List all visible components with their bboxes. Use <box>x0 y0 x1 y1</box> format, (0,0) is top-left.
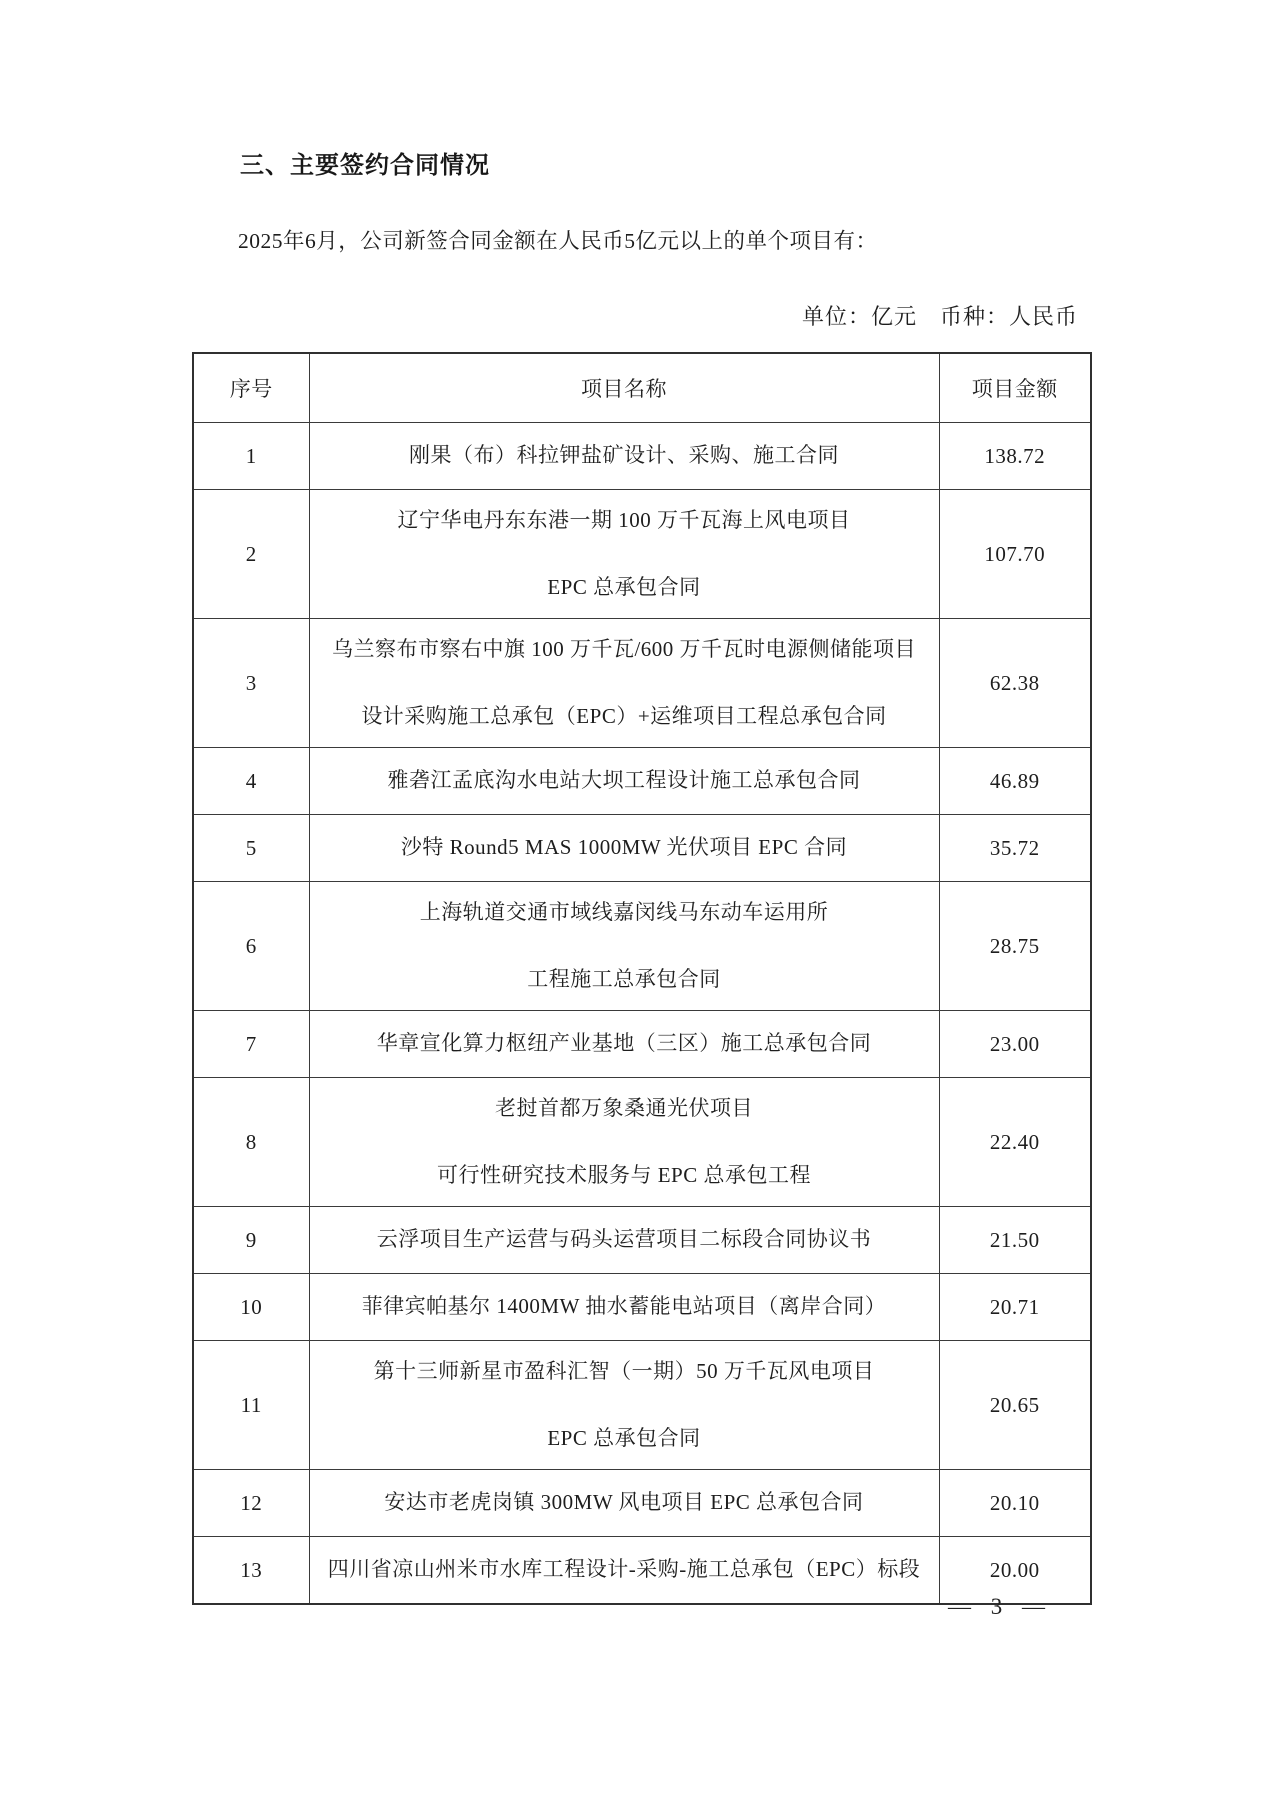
table-row <box>193 1078 1091 1207</box>
project-name-line: 雅砻江孟底沟水电站大坝工程设计施工总承包合同 <box>387 768 861 793</box>
row-project-name <box>309 1274 939 1341</box>
row-project-name <box>309 490 939 619</box>
row-seq: 3 <box>193 619 309 748</box>
row-seq: 13 <box>193 1537 309 1605</box>
contracts-table <box>192 352 1092 1605</box>
col-header-amount: 项目金额 <box>939 353 1091 423</box>
project-name-line: 老挝首都万象桑通光伏项目 <box>495 1096 753 1121</box>
table-row <box>193 619 1091 748</box>
table-row <box>193 423 1091 490</box>
project-name-line: 菲律宾帕基尔 1400MW 抽水蓄能电站项目（离岸合同） <box>361 1294 887 1319</box>
project-name-line: 四川省凉山州米市水库工程设计-采购-施工总承包（EPC）标段 <box>327 1557 921 1582</box>
row-project-name <box>309 1011 939 1078</box>
table-body <box>193 423 1091 1605</box>
row-amount: 62.38 <box>939 619 1091 748</box>
table-row <box>193 815 1091 882</box>
row-amount: 28.75 <box>939 882 1091 1011</box>
project-name-line: EPC 总承包合同 <box>547 574 701 599</box>
row-project-name <box>309 1341 939 1470</box>
row-seq: 4 <box>193 748 309 815</box>
col-header-seq: 序号 <box>193 353 309 423</box>
table-row <box>193 1341 1091 1470</box>
section-title: 三、主要签约合同情况 <box>240 152 490 179</box>
table-row <box>193 882 1091 1011</box>
intro-paragraph: 2025年6月，公司新签合同金额在人民币5亿元以上的单个项目有： <box>238 229 878 253</box>
row-project-name <box>309 882 939 1011</box>
project-name-line: 刚果（布）科拉钾盐矿设计、采购、施工合同 <box>409 443 839 468</box>
project-name-line: 云浮项目生产运营与码头运营项目二标段合同协议书 <box>376 1227 872 1252</box>
row-seq: 1 <box>193 423 309 490</box>
row-project-name <box>309 815 939 882</box>
row-seq: 10 <box>193 1274 309 1341</box>
table-row <box>193 1207 1091 1274</box>
project-name-line: 可行性研究技术服务与 EPC 总承包工程 <box>436 1162 811 1187</box>
row-amount: 35.72 <box>939 815 1091 882</box>
row-seq: 6 <box>193 882 309 1011</box>
project-name-line: 安达市老虎岗镇 300MW 风电项目 EPC 总承包合同 <box>384 1490 864 1515</box>
row-seq: 7 <box>193 1011 309 1078</box>
row-amount: 46.89 <box>939 748 1091 815</box>
table-row <box>193 490 1091 619</box>
col-header-project-name: 项目名称 <box>309 353 939 423</box>
row-project-name <box>309 1470 939 1537</box>
row-seq: 9 <box>193 1207 309 1274</box>
row-amount: 20.71 <box>939 1274 1091 1341</box>
project-name-line: 辽宁华电丹东东港一期 100 万千瓦海上风电项目 <box>397 508 851 533</box>
project-name-line: 第十三师新星市盈科汇智（一期）50 万千瓦风电项目 <box>373 1359 875 1384</box>
row-amount: 22.40 <box>939 1078 1091 1207</box>
row-project-name <box>309 1207 939 1274</box>
row-project-name <box>309 1078 939 1207</box>
page-number: — 3 — <box>948 1594 1052 1619</box>
table-header-row <box>193 353 1091 423</box>
row-seq: 12 <box>193 1470 309 1537</box>
row-seq: 11 <box>193 1341 309 1470</box>
project-name-line: 设计采购施工总承包（EPC）+运维项目工程总承包合同 <box>361 703 887 728</box>
table-row <box>193 748 1091 815</box>
row-project-name <box>309 619 939 748</box>
table-row <box>193 1470 1091 1537</box>
row-project-name <box>309 748 939 815</box>
project-name-line: 工程施工总承包合同 <box>527 966 721 991</box>
row-seq: 5 <box>193 815 309 882</box>
row-amount: 23.00 <box>939 1011 1091 1078</box>
project-name-line: 沙特 Round5 MAS 1000MW 光伏项目 EPC 合同 <box>400 835 848 860</box>
row-amount: 20.65 <box>939 1341 1091 1470</box>
row-seq: 2 <box>193 490 309 619</box>
table-row <box>193 1011 1091 1078</box>
row-amount: 138.72 <box>939 423 1091 490</box>
project-name-line: EPC 总承包合同 <box>547 1425 701 1450</box>
row-amount: 21.50 <box>939 1207 1091 1274</box>
row-seq: 8 <box>193 1078 309 1207</box>
row-amount: 20.10 <box>939 1470 1091 1537</box>
unit-currency-note: 单位：亿元 币种：人民币 <box>801 304 1078 329</box>
row-amount: 20.00 <box>939 1537 1091 1605</box>
row-project-name <box>309 423 939 490</box>
row-project-name <box>309 1537 939 1605</box>
table-row <box>193 1274 1091 1341</box>
project-name-line: 上海轨道交通市域线嘉闵线马东动车运用所 <box>419 900 829 925</box>
project-name-line: 乌兰察布市察右中旗 100 万千瓦/600 万千瓦时电源侧储能项目 <box>331 637 917 662</box>
project-name-line: 华章宣化算力枢纽产业基地（三区）施工总承包合同 <box>376 1031 872 1056</box>
row-amount: 107.70 <box>939 490 1091 619</box>
